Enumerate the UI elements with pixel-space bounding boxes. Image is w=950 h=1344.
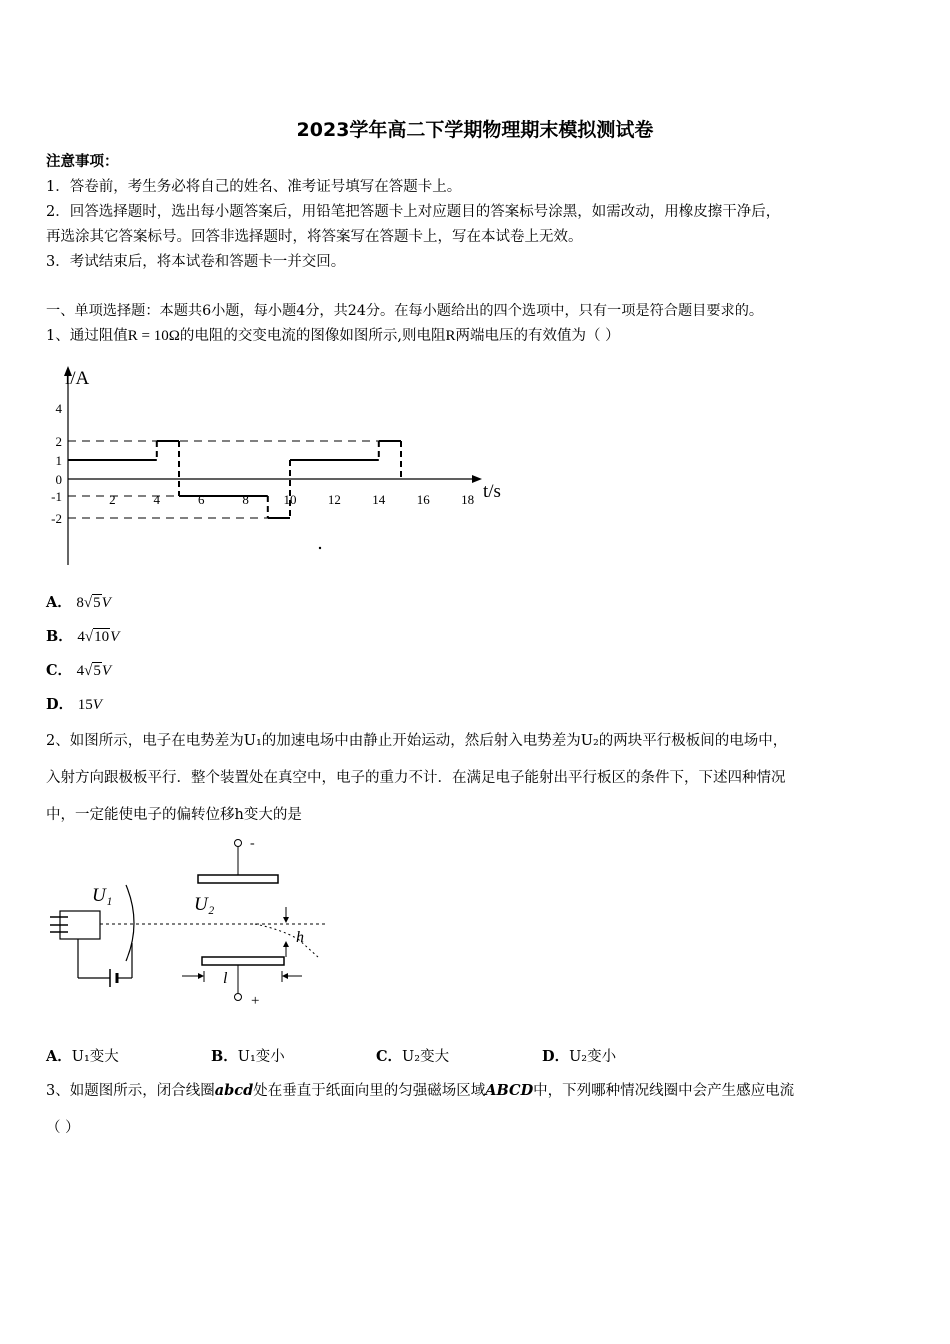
q3-coil-name: abcd bbox=[214, 1082, 254, 1099]
q1-math-r10: R = 10Ω bbox=[127, 328, 180, 344]
q1-stem-c: 两端电压的有效值为（ ） bbox=[455, 328, 620, 344]
q2-option-c-letter: C． bbox=[376, 1048, 403, 1065]
q1-option-a-rad: 5 bbox=[93, 595, 101, 611]
notice-item-2-cont: 再选涂其它答案标号。回答非选择题时，将答案写在答题卡上，写在本试卷上无效。 bbox=[46, 229, 583, 245]
minus-sign: - bbox=[250, 836, 255, 851]
q3-stem-paren: （ ） bbox=[46, 1120, 80, 1136]
q2-option-d-text: U₂变小 bbox=[569, 1049, 617, 1065]
x-tick-label: 10 bbox=[283, 492, 297, 507]
x-tick-label: 12 bbox=[327, 492, 341, 507]
y-axis-label: i/A bbox=[65, 368, 90, 389]
stray-dot bbox=[319, 547, 321, 549]
x-tick-label: 18 bbox=[461, 492, 475, 507]
q1-stem bbox=[46, 326, 620, 346]
q1-option-c-unit: V bbox=[101, 663, 112, 679]
q1-option-d-unit: V bbox=[92, 697, 102, 713]
electron-deflection-diagram bbox=[40, 833, 340, 1008]
y-tick-label: 0 bbox=[55, 472, 62, 487]
q2-option-d[interactable] bbox=[542, 1047, 616, 1067]
q1-option-b-rad: 10 bbox=[94, 629, 110, 645]
q3-stem-b: 处在垂直于纸面向里的匀强磁场区域 bbox=[253, 1083, 486, 1099]
current-time-graph bbox=[40, 360, 530, 570]
notice-heading: 注意事项： bbox=[46, 153, 119, 170]
section-heading: 一、单项选择题：本题共6小题，每小题4分，共24分。在每小题给出的四个选项中，只有一项是符合题目要求的。 bbox=[46, 303, 764, 319]
q1-option-b-letter: B． bbox=[46, 628, 73, 645]
notice-item-3: 3．考试结束后，将本试卷和答题卡一并交回。 bbox=[46, 254, 346, 270]
bottom-terminal bbox=[235, 994, 242, 1001]
q1-option-d-letter: D． bbox=[46, 696, 74, 713]
y-tick-label: 4 bbox=[55, 401, 62, 416]
notice-item-1: 1．答卷前，考生务必将自己的姓名、准考证号填写在答题卡上。 bbox=[46, 179, 462, 195]
x-tick-label: 14 bbox=[372, 492, 386, 507]
top-terminal bbox=[235, 840, 242, 847]
q1-option-c-letter: C． bbox=[46, 662, 73, 679]
top-plate bbox=[198, 875, 278, 883]
q1-stem-a: 1、通过阻值 bbox=[46, 328, 128, 344]
bottom-plate bbox=[202, 957, 284, 965]
u2-label: U₂ bbox=[194, 894, 215, 915]
x-tick-label: 8 bbox=[242, 492, 249, 507]
q1-option-c-rad: 5 bbox=[93, 663, 101, 679]
x-axis-arrow bbox=[472, 475, 482, 483]
notice-item-2: 2．回答选择题时，选出每小题答案后，用铅笔把答题卡上对应题目的答案标号涂黑，如需改动，用橡皮擦干净后， bbox=[46, 204, 781, 220]
q1-option-d[interactable] bbox=[46, 695, 102, 715]
x-tick-label: 6 bbox=[197, 492, 205, 507]
x-tick-label: 4 bbox=[153, 492, 161, 507]
q2-stem-line-3: 中，一定能使电子的偏转位移h变大的是 bbox=[46, 807, 302, 823]
q1-option-c-coef: 4 bbox=[76, 663, 85, 679]
q1-option-a-unit: V bbox=[101, 595, 111, 611]
page-title: 2023学年高二下学期物理期末模拟测试卷 bbox=[296, 119, 654, 141]
y-tick-label: -2 bbox=[51, 511, 62, 526]
q2-option-a[interactable] bbox=[46, 1047, 119, 1067]
q2-stem-line-1: 2、如图所示，电子在电势差为U₁的加速电场中由静止开始运动，然后射入电势差为U₂的两块平行极板间的电场中， bbox=[46, 733, 788, 749]
u1-label: U₁ bbox=[92, 885, 113, 906]
q2-option-a-letter: A． bbox=[46, 1048, 72, 1065]
x-tick-label: 16 bbox=[416, 492, 430, 507]
l-label: l bbox=[223, 970, 228, 987]
q3-stem-a: 3、如题图所示，闭合线圈 bbox=[46, 1083, 215, 1099]
q2-stem-line-2: 入射方向跟极板平行．整个装置处在真空中，电子的重力不计．在满足电子能射出平行板区的条件下，下述四种情况 bbox=[46, 770, 786, 786]
q1-option-c[interactable]: C． 4√5V bbox=[46, 662, 112, 679]
q1-option-a[interactable]: A． 8√5V bbox=[46, 594, 111, 611]
h-label: h bbox=[296, 929, 304, 946]
y-tick-label: 2 bbox=[55, 434, 62, 449]
q1-math-r: R bbox=[445, 328, 456, 344]
q1-option-a-coef: 8 bbox=[76, 595, 84, 611]
y-tick-label: 1 bbox=[55, 453, 62, 468]
q2-option-c-text: U₂变大 bbox=[402, 1049, 450, 1065]
x-axis-label: t/s bbox=[483, 481, 501, 502]
q1-option-b[interactable]: B． 4√10V bbox=[46, 628, 120, 645]
q3-stem-c: 中，下列哪种情况线圈中会产生感应电流 bbox=[533, 1083, 795, 1099]
q1-option-a-letter: A． bbox=[46, 594, 72, 611]
q2-option-b-text: U₁变小 bbox=[237, 1049, 285, 1065]
q3-region-name: ABCD bbox=[485, 1082, 534, 1099]
q2-option-c[interactable] bbox=[376, 1047, 449, 1067]
x-tick-label: 2 bbox=[109, 492, 116, 507]
q2-option-b-letter: B． bbox=[211, 1048, 238, 1065]
q1-stem-b: 的电阻的交变电流的图像如图所示,则电阻 bbox=[179, 328, 446, 344]
q1-option-d-coef: 15 bbox=[77, 697, 93, 713]
q2-option-a-text: U₁变大 bbox=[71, 1049, 119, 1065]
q1-option-b-coef: 4 bbox=[77, 629, 85, 645]
q1-option-b-unit: V bbox=[110, 629, 120, 645]
plus-sign: + bbox=[251, 993, 260, 1008]
q2-option-d-letter: D． bbox=[542, 1048, 570, 1065]
anode-arc bbox=[126, 885, 134, 961]
q2-option-b[interactable] bbox=[211, 1047, 285, 1067]
q3-stem bbox=[46, 1081, 794, 1101]
y-tick-label: -1 bbox=[51, 489, 62, 504]
